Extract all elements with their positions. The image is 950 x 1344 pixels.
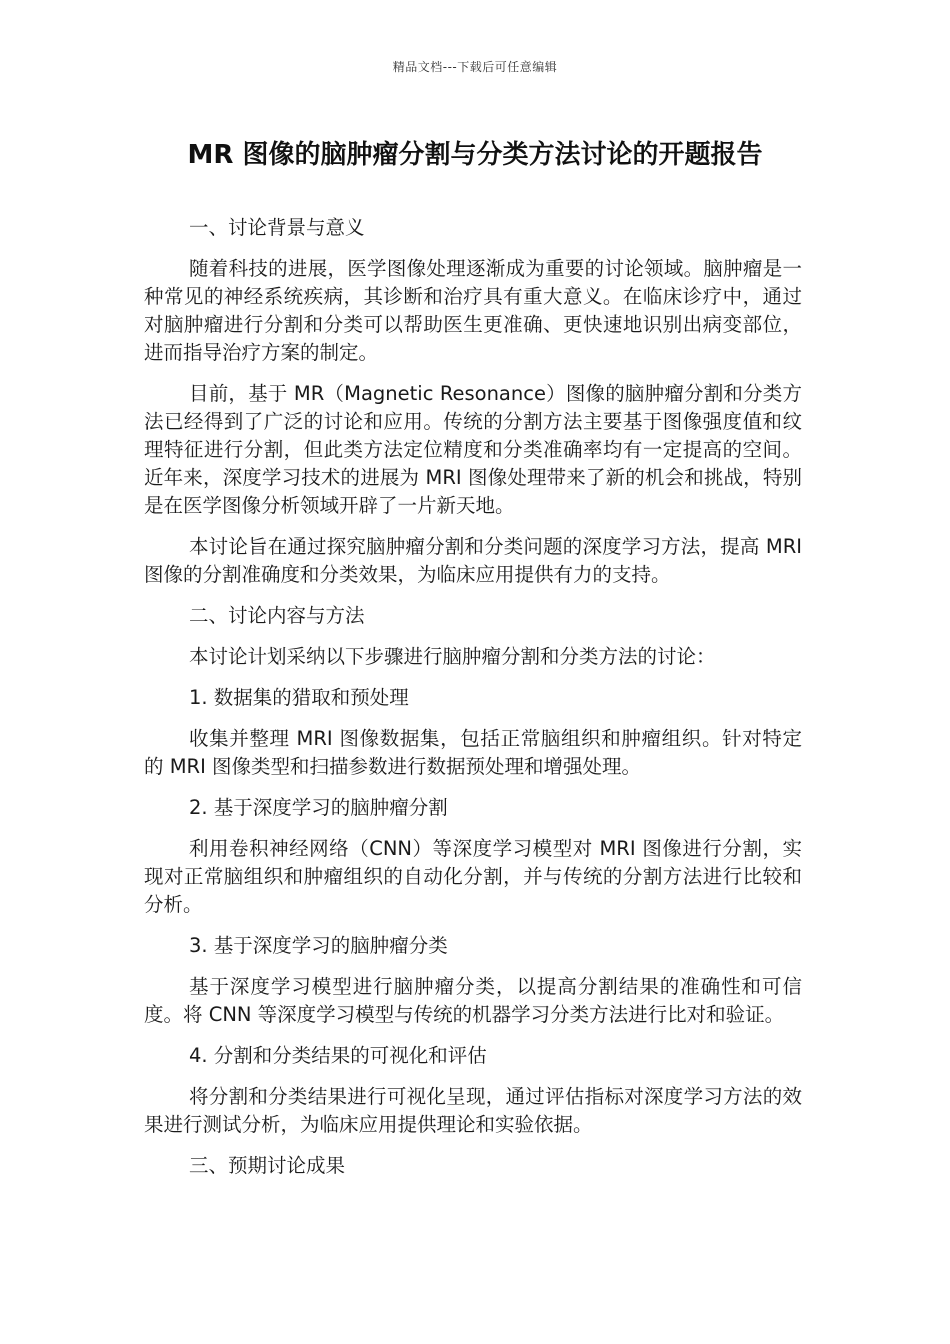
- header-note: 精品文档---下载后可任意编辑: [392, 60, 558, 74]
- paragraph-background-1: 随着科技的进展，医学图像处理逐渐成为重要的讨论领域。脑肿瘤是一种常见的神经系统疾病，其诊断和治疗具有重大意义。在临床诊疗中，通过对脑肿瘤进行分割和分类可以帮助医生更准确、更快速地识别出病变部位，进而指导治疗方案的制定。: [144, 257, 802, 364]
- section-heading-expected-results: 三、预期讨论成果: [189, 1154, 346, 1177]
- subheading-segmentation: 2. 基于深度学习的脑肿瘤分割: [189, 796, 448, 819]
- document-title: MR 图像的脑肿瘤分割与分类方法讨论的开题报告: [187, 140, 763, 170]
- paragraph-classification: 基于深度学习模型进行脑肿瘤分类，以提高分割结果的准确性和可信度。将 CNN 等深度学习模型与传统的机器学习分类方法进行比对和验证。: [144, 975, 802, 1026]
- section-heading-content-method: 二、讨论内容与方法: [189, 604, 365, 627]
- subheading-dataset: 1. 数据集的猎取和预处理: [189, 686, 409, 709]
- paragraph-background-3: 本讨论旨在通过探究脑肿瘤分割和分类问题的深度学习方法，提高 MRI 图像的分割准确度和分类效果，为临床应用提供有力的支持。: [144, 535, 802, 586]
- paragraph-dataset: 收集并整理 MRI 图像数据集，包括正常脑组织和肿瘤组织。针对特定的 MRI 图像类型和扫描参数进行数据预处理和增强处理。: [144, 727, 802, 778]
- paragraph-background-2: 目前，基于 MR（Magnetic Resonance）图像的脑肿瘤分割和分类方法已经得到了广泛的讨论和应用。传统的分割方法主要基于图像强度值和纹理特征进行分割，但此类方法定位精度和分类准确率均有一定提高的空间。近年来，深度学习技术的进展为 MRI 图像处理带来了新的机会和挑战，特别是在医学图像分析领域开辟了一片新天地。: [144, 382, 802, 517]
- subheading-visualization: 4. 分割和分类结果的可视化和评估: [189, 1044, 487, 1067]
- paragraph-plan-intro: 本讨论计划采纳以下步骤进行脑肿瘤分割和分类方法的讨论：: [189, 645, 716, 668]
- subheading-classification: 3. 基于深度学习的脑肿瘤分类: [189, 934, 448, 957]
- section-heading-background: 一、讨论背景与意义: [189, 216, 365, 239]
- paragraph-segmentation: 利用卷积神经网络（CNN）等深度学习模型对 MRI 图像进行分割，实现对正常脑组织和肿瘤组织的自动化分割，并与传统的分割方法进行比较和分析。: [144, 837, 802, 916]
- paragraph-visualization: 将分割和分类结果进行可视化呈现，通过评估指标对深度学习方法的效果进行测试分析，为临床应用提供理论和实验依据。: [144, 1085, 802, 1136]
- document-body: [144, 214, 802, 1193]
